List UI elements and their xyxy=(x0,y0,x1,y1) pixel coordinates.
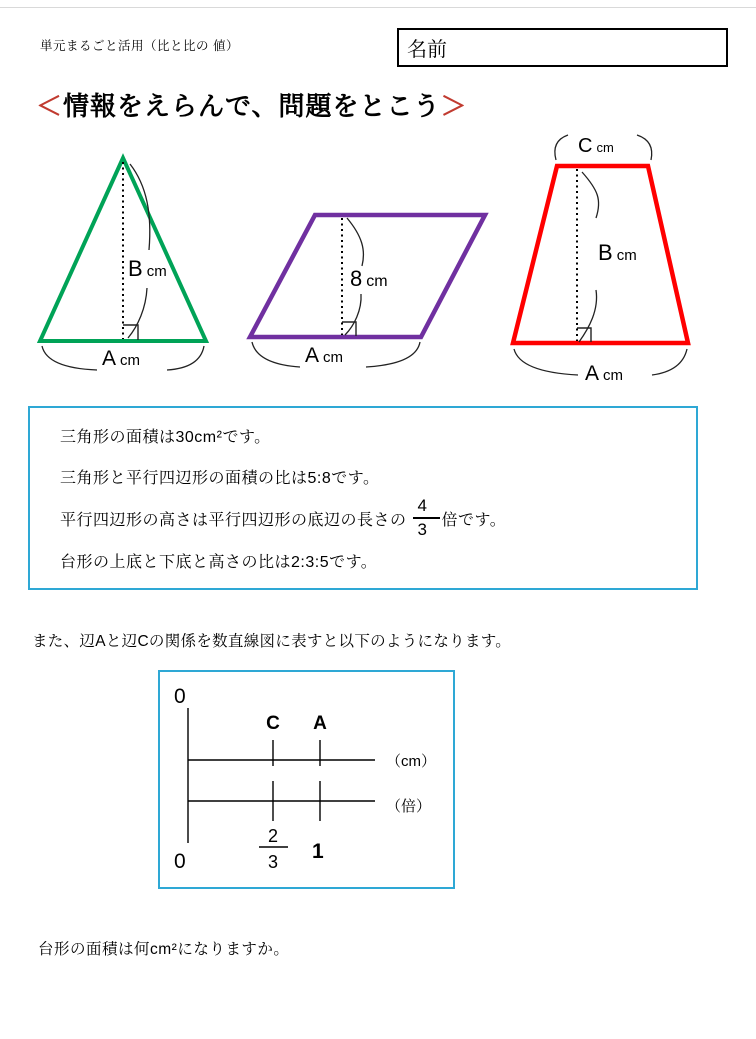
trapezoid-top-brace-left xyxy=(555,135,568,160)
nl-fraction-numerator: 2 xyxy=(267,826,279,846)
number-line-one: 1 xyxy=(312,840,324,863)
unit-label-bai: （倍） xyxy=(386,798,432,815)
question-text: 台形の面積は何cm²になりますか。 xyxy=(38,941,290,958)
tick-label-c: C xyxy=(266,713,280,734)
number-line-zero-top: 0 xyxy=(174,685,186,708)
parallelogram-height-arc-upper xyxy=(347,218,363,266)
page-top-divider xyxy=(0,7,756,8)
title-open-bracket: ＜ xyxy=(36,91,64,121)
trapezoid-top-brace-right xyxy=(637,135,652,160)
trapezoid-height-label: B cm xyxy=(598,240,637,265)
triangle-height-label: B cm xyxy=(128,256,167,281)
condition-2: 三角形と平行四辺形の面積の比は5:8です。 xyxy=(60,470,380,487)
condition-3 xyxy=(60,494,506,542)
trapezoid-base-label: A cm xyxy=(585,362,624,385)
title-text: 情報をえらんで、問題をとこう xyxy=(63,91,441,121)
triangle-base-label: A cm xyxy=(102,347,141,370)
parallelogram-base-label: A cm xyxy=(305,344,344,367)
trapezoid-base-brace-right xyxy=(652,349,687,375)
tick-label-a: A xyxy=(313,713,327,734)
parallelogram-base-brace-left xyxy=(252,342,300,367)
name-label: 名前 xyxy=(407,39,447,61)
number-line-box xyxy=(158,670,455,889)
trapezoid-height-arc-upper xyxy=(582,172,599,218)
fraction-numerator: 4 xyxy=(413,496,441,519)
shapes-figure xyxy=(0,128,756,398)
trapezoid-top-label: Ccm xyxy=(578,135,614,157)
condition-3-suffix: 倍です。 xyxy=(441,511,507,529)
triangle-base-brace-left xyxy=(42,346,97,370)
fraction-denominator: 3 xyxy=(417,520,428,539)
parallelogram-height-arc-lower xyxy=(345,294,361,335)
triangle-figure xyxy=(40,158,206,370)
number-line-diagram xyxy=(160,672,453,887)
triangle-base-brace-right xyxy=(167,346,204,370)
parallelogram-figure xyxy=(250,215,485,367)
unit-label-cm: （cm） xyxy=(386,753,436,770)
trapezoid-figure xyxy=(513,135,688,385)
conditions-box xyxy=(28,406,698,590)
title-close-bracket: ＞ xyxy=(440,91,468,121)
number-line-intro: また、辺Aと辺Cの関係を数直線図に表すと以下のようになります。 xyxy=(32,633,512,650)
condition-1: 三角形の面積は30cm²です。 xyxy=(60,429,271,446)
parallelogram-height-label: 8 cm xyxy=(350,266,388,291)
number-line-zero-bottom: 0 xyxy=(174,850,186,873)
parallelogram-base-brace-right xyxy=(366,342,420,367)
page-title xyxy=(36,86,468,123)
trapezoid-base-brace-left xyxy=(514,349,578,375)
condition-4: 台形の上底と下底と高さの比は2:3:5です。 xyxy=(60,554,378,571)
unit-subtitle: 単元まるごと活用（比と比の 値） xyxy=(40,39,239,53)
trapezoid-height-arc-lower xyxy=(579,290,597,342)
name-box xyxy=(397,28,728,67)
condition-3-prefix: 平行四辺形の高さは平行四辺形の底辺の長さの xyxy=(60,511,407,529)
nl-fraction-denominator: 3 xyxy=(267,852,279,872)
condition-3-fraction xyxy=(413,496,441,539)
